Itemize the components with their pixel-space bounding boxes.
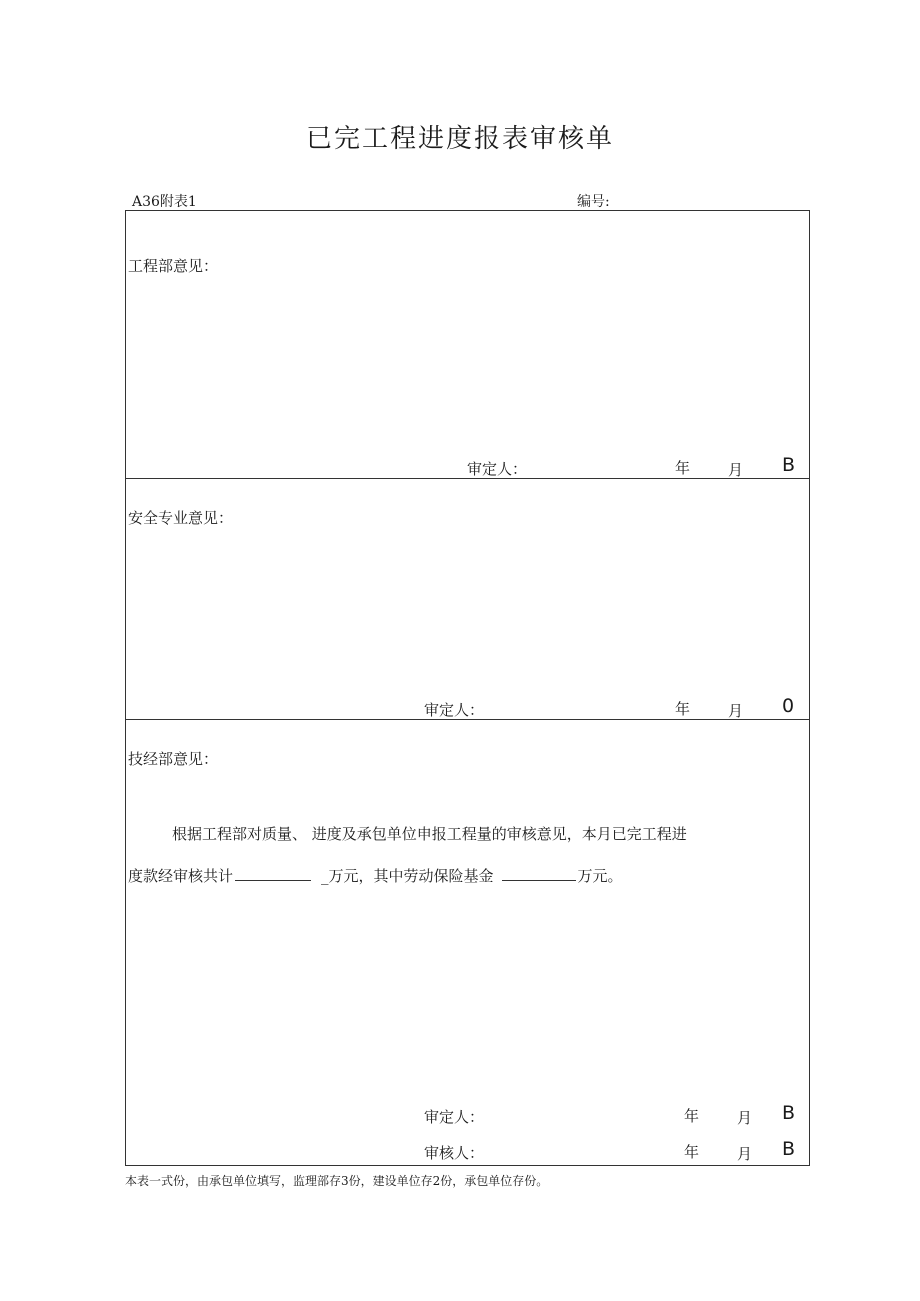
serial-number-label: 编号:: [577, 194, 610, 210]
safety-year-label: 年: [675, 700, 691, 718]
tech-econ-approver-year-label: 年: [684, 1107, 700, 1125]
paragraph-text-part-2: _万元，其中劳动保险基金: [321, 867, 494, 885]
form-code: A36附表1: [132, 194, 197, 210]
engineering-month-label: 月: [728, 461, 744, 479]
form-title: 已完工程进度报表审核单: [305, 124, 614, 154]
tech-econ-reviewer-label: 审核人：: [424, 1144, 485, 1162]
engineering-approver-label: 审定人：: [467, 460, 528, 478]
paragraph-text-part-3: 万元。: [577, 867, 623, 885]
tech-econ-approver-day-mark: B: [782, 1102, 796, 1124]
tech-econ-reviewer-day-mark: B: [782, 1138, 796, 1160]
tech-econ-opinion-label: 技经部意见：: [128, 750, 219, 768]
engineering-year-label: 年: [675, 459, 691, 477]
insurance-fund-blank[interactable]: [502, 866, 576, 881]
safety-approver-label: 审定人：: [424, 701, 485, 719]
safety-month-label: 月: [728, 702, 744, 720]
safety-day-mark: 0: [782, 695, 795, 717]
safety-opinion-label: 安全专业意见：: [128, 509, 234, 527]
tech-econ-paragraph-line-2: [128, 865, 623, 886]
review-form-table: [125, 210, 810, 1166]
tech-econ-approver-month-label: 月: [737, 1109, 753, 1127]
engineering-opinion-section: [126, 211, 809, 479]
safety-opinion-section: [126, 478, 809, 720]
tech-econ-approver-label: 审定人：: [424, 1108, 485, 1126]
paragraph-text-part-1: 度款经审核共计: [128, 867, 234, 885]
total-amount-blank[interactable]: [235, 866, 311, 881]
tech-econ-reviewer-month-label: 月: [737, 1145, 753, 1163]
tech-econ-reviewer-year-label: 年: [684, 1143, 700, 1161]
engineering-day-mark: B: [782, 454, 796, 476]
tech-econ-paragraph-line-1: 根据工程部对质量、 进度及承包单位申报工程量的审核意见，本月已完工程进: [172, 825, 687, 843]
tech-econ-opinion-section: [126, 719, 809, 1165]
form-footnote: 本表一式份，由承包单位填写，监理部存3份，建设单位存2份，承包单位存份。: [125, 1174, 549, 1188]
engineering-opinion-label: 工程部意见：: [128, 257, 219, 275]
